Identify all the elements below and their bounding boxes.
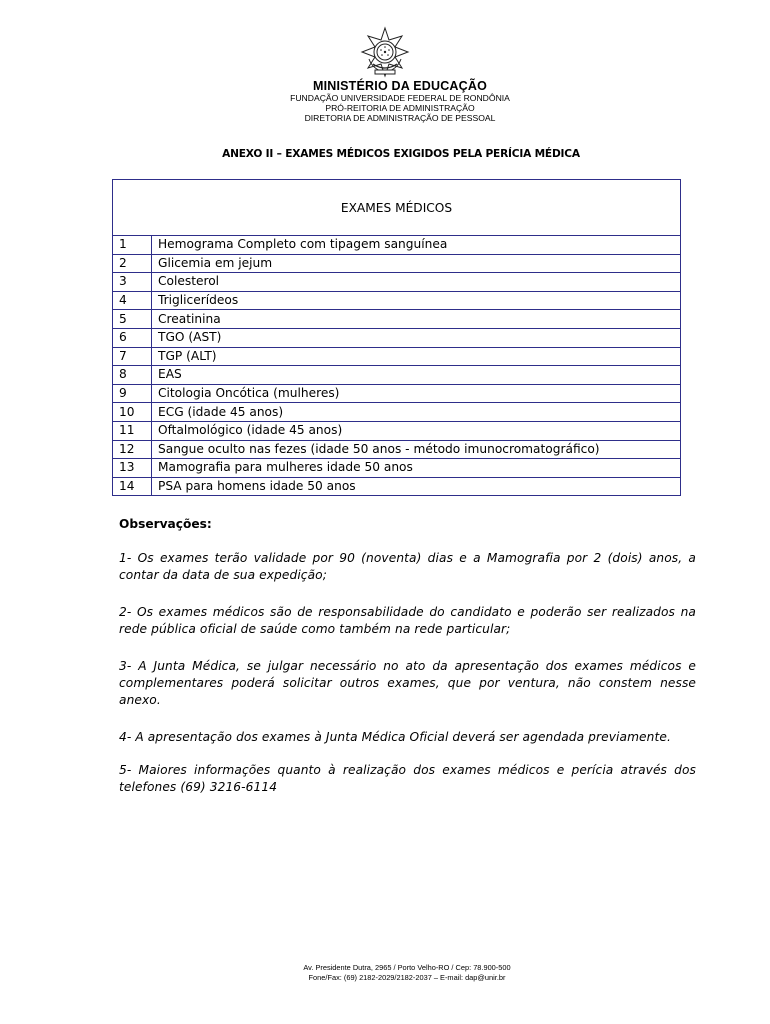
table-row bbox=[113, 347, 681, 366]
directorate-line: DIRETORIA DE ADMINISTRAÇÃO DE PESSOAL bbox=[304, 113, 496, 123]
exam-number: 2 bbox=[113, 254, 152, 273]
exam-name: Oftalmológico (idade 45 anos) bbox=[152, 421, 681, 440]
exam-name: Glicemia em jejum bbox=[152, 254, 681, 273]
table-row bbox=[113, 477, 681, 496]
table-row bbox=[113, 254, 681, 273]
table-row bbox=[113, 421, 681, 440]
exam-name: Mamografia para mulheres idade 50 anos bbox=[152, 459, 681, 478]
exam-number: 6 bbox=[113, 328, 152, 347]
table-row bbox=[113, 236, 681, 255]
letterhead bbox=[0, 79, 770, 123]
table-heading: EXAMES MÉDICOS bbox=[113, 180, 681, 236]
exam-number: 10 bbox=[113, 403, 152, 422]
exam-name: EAS bbox=[152, 366, 681, 385]
table-row bbox=[113, 366, 681, 385]
exam-name: Hemograma Completo com tipagem sanguínea bbox=[152, 236, 681, 255]
exam-number: 9 bbox=[113, 384, 152, 403]
observation-4: 4- A apresentação dos exames à Junta Médica Oficial deverá ser agendada previamente. bbox=[119, 730, 671, 744]
annex-title: ANEXO II – EXAMES MÉDICOS EXIGIDOS PELA PERÍCIA MÉDICA bbox=[222, 148, 580, 160]
exam-number: 11 bbox=[113, 421, 152, 440]
ministry-name: MINISTÉRIO DA EDUCAÇÃO bbox=[312, 79, 488, 93]
exam-name: TGO (AST) bbox=[152, 328, 681, 347]
exam-name: ECG (idade 45 anos) bbox=[152, 403, 681, 422]
observation-5: 5- Maiores informações quanto à realização dos exames médicos e perícia através dos telefones (69) 3216-6114 bbox=[119, 763, 696, 794]
exams-table bbox=[112, 179, 681, 496]
table-row bbox=[113, 273, 681, 292]
exam-name: PSA para homens idade 50 anos bbox=[152, 477, 681, 496]
table-row bbox=[113, 328, 681, 347]
table-row bbox=[113, 310, 681, 329]
exam-name: TGP (ALT) bbox=[152, 347, 681, 366]
footer bbox=[0, 963, 770, 982]
exam-number: 13 bbox=[113, 459, 152, 478]
exam-number: 1 bbox=[113, 236, 152, 255]
exam-number: 12 bbox=[113, 440, 152, 459]
exam-name: Citologia Oncótica (mulheres) bbox=[152, 384, 681, 403]
department-line: PRÓ-REITORIA DE ADMINISTRAÇÃO bbox=[325, 103, 475, 113]
exam-name: Colesterol bbox=[152, 273, 681, 292]
observation-2: 2- Os exames médicos são de responsabilidade do candidato e poderão ser realizados na rede pública oficial de saúde como também na rede particular; bbox=[119, 605, 696, 636]
exam-number: 8 bbox=[113, 366, 152, 385]
exam-number: 7 bbox=[113, 347, 152, 366]
table-row bbox=[113, 291, 681, 310]
table-row bbox=[113, 403, 681, 422]
institution-line: FUNDAÇÃO UNIVERSIDADE FEDERAL DE RONDÔNIA bbox=[290, 93, 510, 103]
observations-title: Observações: bbox=[119, 517, 212, 531]
footer-address: Av. Presidente Dutra, 2965 / Porto Velho-RO / Cep: 78.900-500 bbox=[303, 963, 511, 972]
table-row bbox=[113, 384, 681, 403]
exam-number: 3 bbox=[113, 273, 152, 292]
exam-number: 4 bbox=[113, 291, 152, 310]
exam-name: Triglicerídeos bbox=[152, 291, 681, 310]
exam-name: Creatinina bbox=[152, 310, 681, 329]
observation-1: 1- Os exames terão validade por 90 (noventa) dias e a Mamografia por 2 (dois) anos, a contar da data de sua expedição; bbox=[119, 551, 696, 582]
observation-3: 3- A Junta Médica, se julgar necessário no ato da apresentação dos exames médicos e complementares poderá solicitar outros exames, que por ventura, não constem nesse anexo. bbox=[119, 659, 696, 707]
exam-number: 14 bbox=[113, 477, 152, 496]
footer-contact: Fone/Fax: (69) 2182-2029/2182-2037 – E-mail: dap@unir.br bbox=[308, 972, 506, 982]
exam-number: 5 bbox=[113, 310, 152, 329]
table-row bbox=[113, 459, 681, 478]
table-row bbox=[113, 440, 681, 459]
brazil-coat-of-arms-icon bbox=[359, 26, 411, 78]
exam-name: Sangue oculto nas fezes (idade 50 anos - método imunocromatográfico) bbox=[152, 440, 681, 459]
